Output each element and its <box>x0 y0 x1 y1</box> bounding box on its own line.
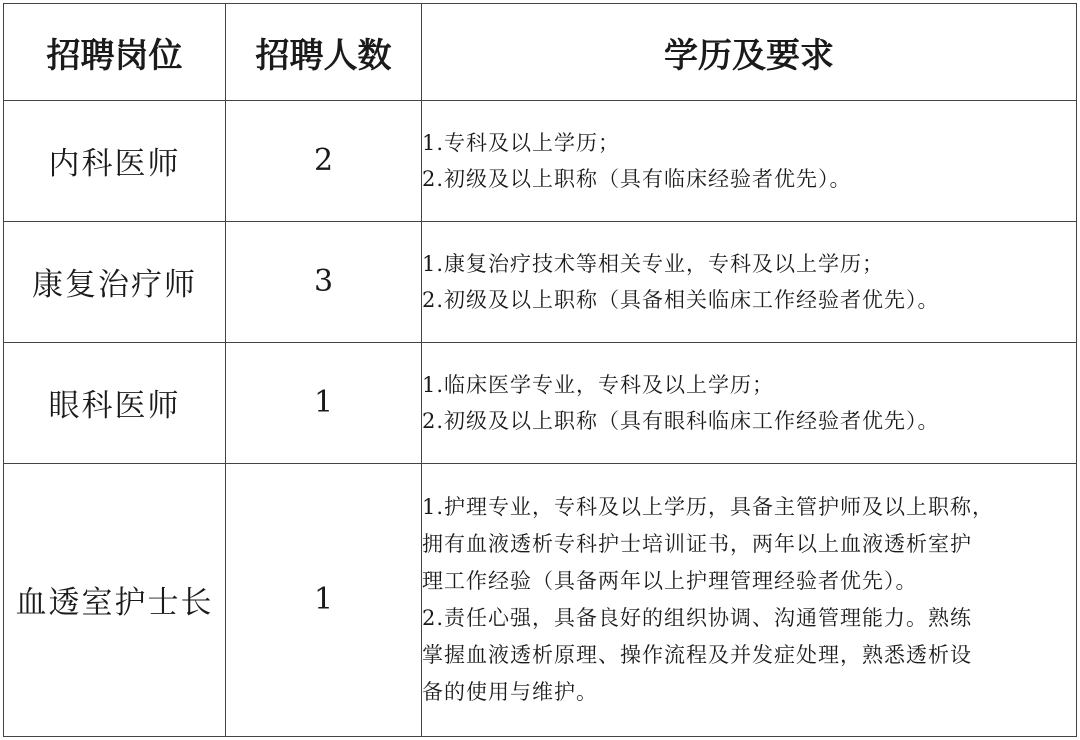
requirement-line: 备的使用与维护。 <box>422 679 598 704</box>
table-row <box>4 342 1077 463</box>
requirement-line: 1.专科及以上学历； <box>422 130 621 155</box>
requirement-line: 2.初级及以上职称（具有临床经验者优先）。 <box>422 166 852 191</box>
requirement-line: 拥有血液透析专科护士培训证书，两年以上血液透析室护 <box>422 531 972 556</box>
recruitment-table <box>3 3 1077 737</box>
count-cell: 3 <box>226 221 422 342</box>
header-requirements: 学历及要求 <box>422 4 1077 101</box>
count-cell: 1 <box>226 342 422 463</box>
requirements-cell <box>422 221 1077 342</box>
requirement-line: 1.护理专业，专科及以上学历，具备主管护师及以上职称， <box>422 494 995 519</box>
position-cell: 康复治疗师 <box>4 221 226 342</box>
position-cell: 内科医师 <box>4 101 226 222</box>
position-cell: 血透室护士长 <box>4 463 226 736</box>
requirement-line: 2.初级及以上职称（具有眼科临床工作经验者优先）。 <box>422 408 940 433</box>
table-row <box>4 463 1077 736</box>
header-count: 招聘人数 <box>226 4 422 101</box>
requirement-line: 1.临床医学专业，专科及以上学历； <box>422 372 775 397</box>
position-cell: 眼科医师 <box>4 342 226 463</box>
requirements-cell <box>422 342 1077 463</box>
requirements-cell <box>422 101 1077 222</box>
requirement-line: 理工作经验（具备两年以上护理管理经验者优先）。 <box>422 568 918 593</box>
requirement-line: 2.初级及以上职称（具备相关临床工作经验者优先）。 <box>422 287 940 312</box>
count-cell: 2 <box>226 101 422 222</box>
header-position: 招聘岗位 <box>4 4 226 101</box>
table-row <box>4 101 1077 222</box>
requirement-line: 1.康复治疗技术等相关专业，专科及以上学历； <box>422 251 885 276</box>
requirements-cell <box>422 463 1077 736</box>
requirement-line: 2.责任心强，具备良好的组织协调、沟通管理能力。熟练 <box>422 605 973 630</box>
header-row <box>4 4 1077 101</box>
requirement-line: 掌握血液透析原理、操作流程及并发症处理，熟悉透析设 <box>422 642 972 667</box>
count-cell: 1 <box>226 463 422 736</box>
table-row <box>4 221 1077 342</box>
